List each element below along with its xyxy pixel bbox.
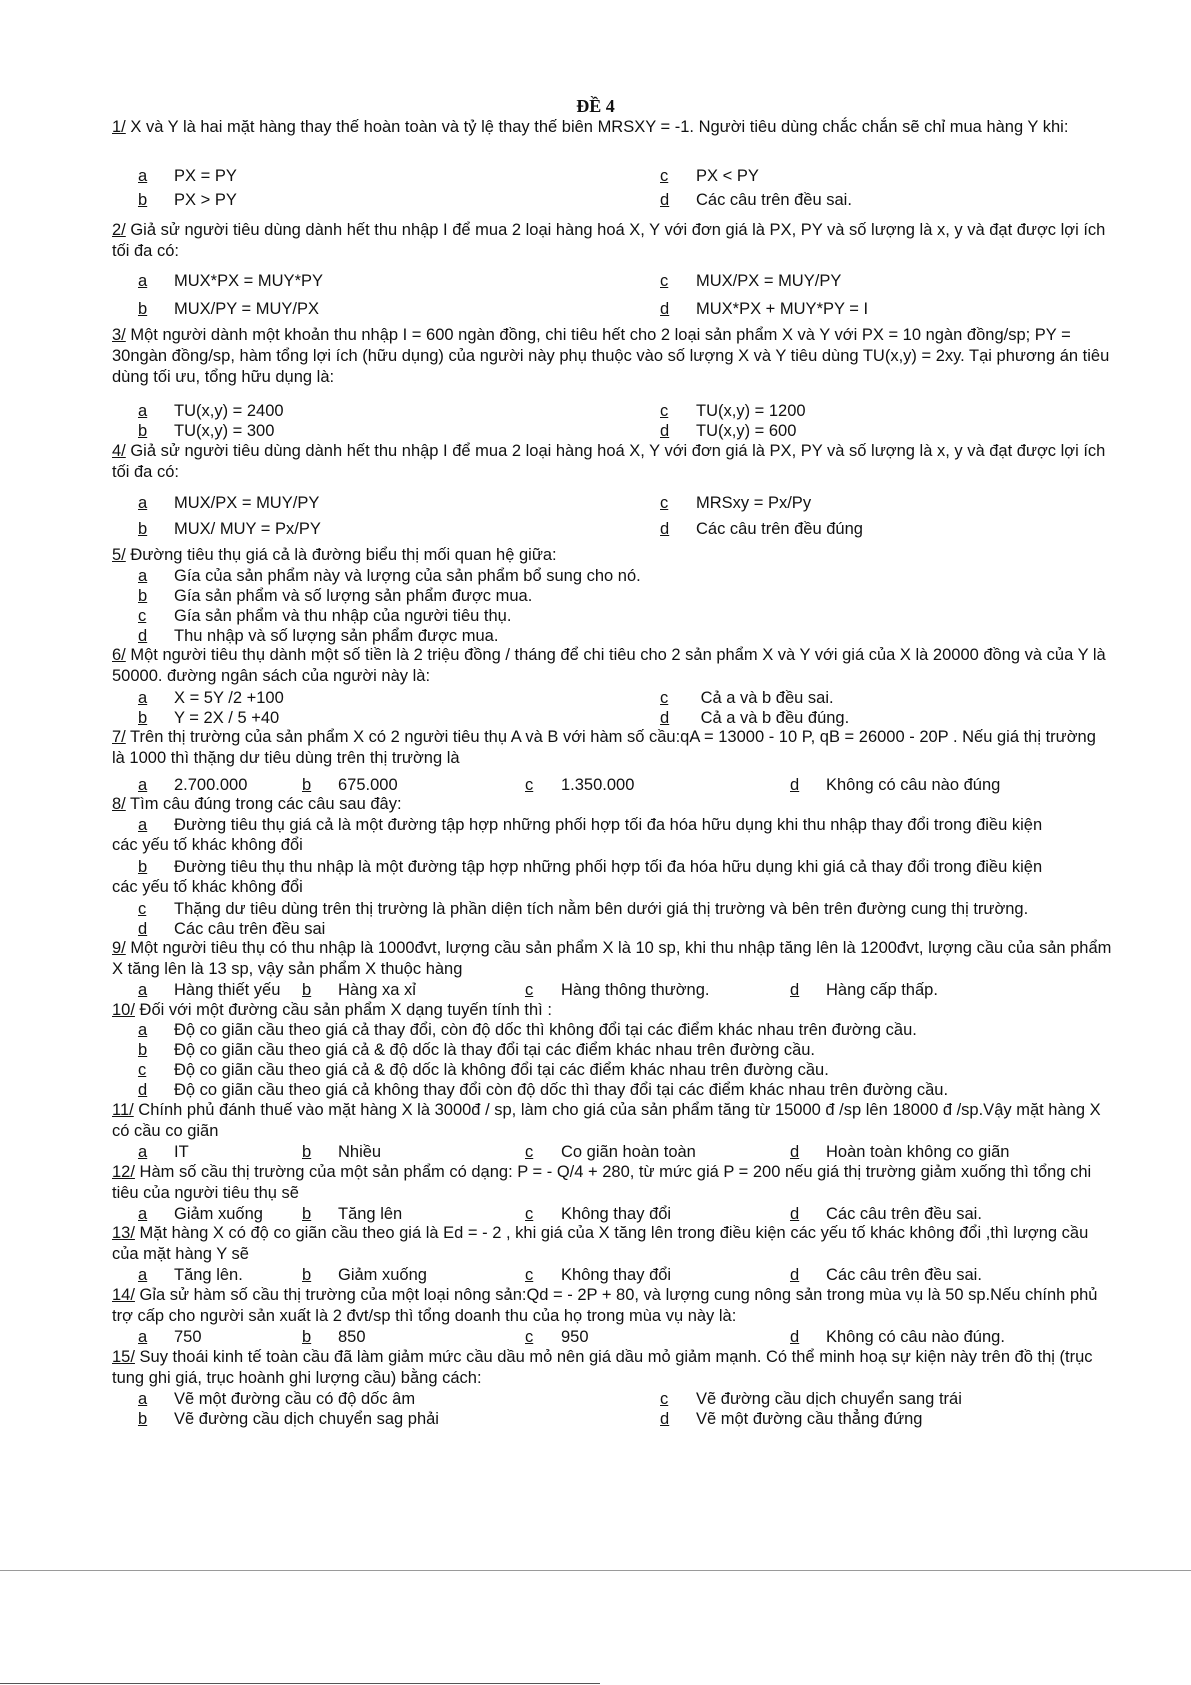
- option-letter: d: [660, 520, 670, 538]
- option-text: MRSxy = Px/Py: [696, 494, 812, 512]
- answer-option-c[interactable]: [138, 607, 511, 626]
- option-letter: d: [790, 776, 800, 794]
- option-letter: a: [138, 402, 148, 420]
- answer-option-c[interactable]: [660, 402, 806, 421]
- question-text: Đường tiêu thụ giá cả là đường biểu thị mối quan hệ giữa:: [125, 546, 557, 564]
- option-letter: b: [302, 981, 312, 999]
- footer-rule: [0, 1683, 600, 1684]
- question-10: [112, 1000, 1112, 1021]
- option-text: Không có câu nào đúng.: [826, 1328, 1005, 1346]
- answer-option-a[interactable]: [138, 776, 247, 795]
- option-letter: c: [525, 1205, 534, 1223]
- answer-option-b[interactable]: [302, 1205, 402, 1224]
- option-letter: d: [790, 1205, 800, 1223]
- answer-option-b[interactable]: [138, 422, 274, 441]
- option-letter: d: [660, 709, 670, 727]
- question-text: Giả sử người tiêu dùng dành hết thu nhập I để mua 2 loại hàng hoá X, Y với đơn giá là PX, PY và số lượng là x, y và đạt được lợi ích tối đa có:: [112, 221, 1106, 260]
- option-text: 1.350.000: [561, 776, 635, 794]
- option-text: Độ co giãn cầu theo giá cả & độ dốc là thay đổi tại các điểm khác nhau trên đường cầu.: [174, 1041, 816, 1059]
- option-text: Vẽ đường cầu dịch chuyển sang trái: [696, 1390, 962, 1408]
- answer-option-c[interactable]: [525, 1328, 589, 1347]
- option-letter: d: [790, 1143, 800, 1161]
- answer-option-b[interactable]: [138, 1410, 439, 1429]
- option-text: Vẽ một đường cầu có độ dốc âm: [174, 1390, 416, 1408]
- answer-option-cont: [112, 836, 303, 855]
- option-text: Vẽ một đường cầu thẳng đứng: [696, 1410, 923, 1428]
- question-text: Chính phủ đánh thuế vào mặt hàng X là 3000đ / sp, làm cho giá của sản phẩm tăng từ 15000 đ /sp lên 18000 đ /sp.Vậy mặt hàng X có cầu co giãn: [112, 1101, 1101, 1140]
- option-letter: b: [138, 858, 148, 876]
- option-letter: a: [138, 272, 148, 290]
- option-text: Gía sản phẩm và thu nhập của người tiêu thụ.: [174, 607, 512, 625]
- option-text: Nhiều: [338, 1143, 382, 1161]
- option-letter: a: [138, 1143, 148, 1161]
- answer-option-b[interactable]: [138, 858, 1042, 877]
- option-text: PX = PY: [174, 167, 237, 185]
- option-text: 750: [174, 1328, 202, 1346]
- answer-option-b[interactable]: [138, 300, 319, 319]
- question-number: 7/: [112, 728, 126, 746]
- option-text: 950: [561, 1328, 589, 1346]
- option-text: Tăng lên.: [174, 1266, 243, 1284]
- question-1: [112, 117, 1112, 138]
- option-letter: a: [138, 494, 148, 512]
- question-number: 4/: [112, 442, 126, 460]
- option-letter: a: [138, 167, 148, 185]
- answer-option-d[interactable]: [660, 520, 863, 539]
- option-letter: a: [138, 1328, 148, 1346]
- answer-option-d[interactable]: [790, 981, 938, 1000]
- question-number: 8/: [112, 795, 126, 813]
- option-letter: d: [138, 1081, 148, 1099]
- question-number: 13/: [112, 1224, 135, 1242]
- option-text: Các câu trên đều sai.: [826, 1205, 982, 1223]
- option-letter: a: [138, 1266, 148, 1284]
- question-11: [112, 1100, 1112, 1142]
- question-14: [112, 1285, 1112, 1327]
- question-9: [112, 938, 1112, 980]
- option-text: Độ co giãn cầu theo giá cả thay đổi, còn độ dốc thì không đổi tại các điểm khác nhau trên đường cầu.: [174, 1021, 917, 1039]
- question-number: 12/: [112, 1163, 135, 1181]
- question-text: X và Y là hai mặt hàng thay thế hoàn toàn và tỷ lệ thay thế biên MRSXY = -1. Người tiêu dùng chắc chắn sẽ chỉ mua hàng Y khi:: [125, 118, 1069, 136]
- option-text: các yếu tố khác không đổi: [112, 836, 303, 854]
- question-4: [112, 441, 1112, 483]
- answer-option-c[interactable]: [660, 1390, 962, 1409]
- answer-option-a[interactable]: [138, 494, 319, 513]
- answer-option-a[interactable]: [138, 1328, 202, 1347]
- answer-option-d[interactable]: [660, 300, 868, 319]
- option-text: MUX/PY = MUY/PX: [174, 300, 320, 318]
- option-letter: c: [525, 1328, 534, 1346]
- option-letter: a: [138, 1021, 148, 1039]
- option-letter: d: [660, 191, 670, 209]
- question-number: 2/: [112, 221, 126, 239]
- answer-option-b[interactable]: [138, 520, 321, 539]
- option-letter: c: [138, 607, 147, 625]
- option-text: MUX/ MUY = Px/PY: [174, 520, 321, 538]
- option-text: Giảm xuống: [338, 1266, 427, 1284]
- answer-option-c[interactable]: [138, 900, 1028, 919]
- option-text: TU(x,y) = 2400: [174, 402, 284, 420]
- answer-option-b[interactable]: [302, 981, 416, 1000]
- question-number: 3/: [112, 326, 126, 344]
- option-text: Cả a và b đều sai.: [696, 689, 834, 707]
- answer-option-c[interactable]: [525, 776, 634, 795]
- option-text: MUX*PX + MUY*PY = I: [696, 300, 869, 318]
- page-divider: [0, 1570, 1191, 1571]
- answer-option-d[interactable]: [660, 1410, 922, 1429]
- option-letter: a: [138, 1390, 148, 1408]
- question-text: Giả sử người tiêu dùng dành hết thu nhập I để mua 2 loại hàng hoá X, Y với đơn giá là PX, PY và số lượng là x, y và đạt được lợi ích tối đa có:: [112, 442, 1106, 481]
- question-text: Đối với một đường cầu sản phẩm X dạng tuyến tính thì :: [134, 1001, 552, 1019]
- question-text: Hàm số cầu thị trường của một sản phẩm có dạng: P = - Q/4 + 280, từ mức giá P = 200 nếu giá thị trường giảm xuống thì tổng chi tiêu của người tiêu thụ sẽ: [112, 1163, 1092, 1202]
- option-text: Độ co giãn cầu theo giá cả không thay đổi còn độ dốc thì thay đổi tại các điểm khác nhau trên đường cầu.: [174, 1081, 949, 1099]
- option-text: Y = 2X / 5 +40: [174, 709, 280, 727]
- answer-option-b[interactable]: [138, 191, 237, 210]
- answer-option-a[interactable]: [138, 567, 641, 586]
- option-text: Hoàn toàn không co giãn: [826, 1143, 1010, 1161]
- option-text: MUX*PX = MUY*PY: [174, 272, 323, 290]
- question-15: [112, 1347, 1112, 1389]
- question-text: Một người dành một khoản thu nhập I = 600 ngàn đồng, chi tiêu hết cho 2 loại sản phẩm X và Y với PX = 10 ngàn đồng/sp; PY = 30ngàn đồng/sp, hàm tổng lợi ích (hữu dụng) của người này phụ thuộc vào số lượng X và Y tiêu dùng TU(x,y) = 2xy. Tại phương án tiêu dùng tối ưu, tổng hữu dụng là:: [112, 326, 1110, 386]
- option-letter: c: [660, 167, 669, 185]
- answer-option-b[interactable]: [302, 776, 398, 795]
- question-number: 6/: [112, 646, 126, 664]
- option-letter: c: [138, 1061, 147, 1079]
- question-text: Trên thị trường của sản phẩm X có 2 người tiêu thụ A và B với hàm số cầu:qA = 13000 - 10 P, qB = 26000 - 20P . Nếu giá thị trường là 1000 thì thặng dư tiêu dùng trên thị trường là: [112, 728, 1096, 767]
- answer-option-a[interactable]: [138, 167, 237, 186]
- option-text: MUX/PX = MUY/PY: [174, 494, 320, 512]
- question-number: 15/: [112, 1348, 135, 1366]
- answer-option-a[interactable]: [138, 1390, 415, 1409]
- question-text: Tìm câu đúng trong các câu sau đây:: [125, 795, 402, 813]
- answer-option-d[interactable]: [138, 920, 325, 939]
- option-text: Cả a và b đều đúng.: [696, 709, 850, 727]
- answer-option-a[interactable]: [138, 1266, 243, 1285]
- option-letter: b: [302, 1328, 312, 1346]
- option-letter: d: [138, 920, 148, 938]
- option-text: Hàng xa xỉ: [338, 981, 416, 999]
- option-text: Giảm xuống: [174, 1205, 263, 1223]
- answer-option-c[interactable]: [660, 167, 759, 186]
- option-text: Tăng lên: [338, 1205, 403, 1223]
- option-text: TU(x,y) = 1200: [696, 402, 806, 420]
- option-text: Không thay đổi: [561, 1266, 672, 1284]
- answer-option-d[interactable]: [660, 709, 849, 728]
- answer-option-b[interactable]: [138, 587, 532, 606]
- option-text: 850: [338, 1328, 366, 1346]
- option-text: Đường tiêu thụ giá cả là một đường tập hợp những phối hợp tối đa hóa hữu dụng khi thu nhập thay đổi trong điều kiện: [174, 816, 1043, 834]
- option-letter: d: [660, 1410, 670, 1428]
- option-text: Vẽ đường cầu dịch chuyển sag phải: [174, 1410, 439, 1428]
- option-text: TU(x,y) = 300: [174, 422, 275, 440]
- answer-option-a[interactable]: [138, 1021, 917, 1040]
- answer-option-d[interactable]: [660, 422, 796, 441]
- option-text: Thu nhập và số lượng sản phẩm được mua.: [174, 627, 499, 645]
- answer-option-b[interactable]: [302, 1266, 427, 1285]
- answer-option-a[interactable]: [138, 816, 1042, 835]
- option-letter: d: [660, 300, 670, 318]
- answer-option-d[interactable]: [138, 627, 498, 646]
- option-letter: b: [138, 709, 148, 727]
- option-letter: b: [302, 1266, 312, 1284]
- answer-option-c[interactable]: [525, 1143, 696, 1162]
- question-text: Một người tiêu thụ có thu nhập là 1000đvt, lượng cầu sản phẩm X là 10 sp, khi thu nhập tăng lên là 1200đvt, lượng cầu của sản phẩm X tăng lên là 13 sp, vậy sản phẩm X thuộc hàng: [112, 939, 1112, 978]
- option-letter: a: [138, 567, 148, 585]
- answer-option-d[interactable]: [138, 1081, 948, 1100]
- question-5: [112, 545, 1112, 566]
- option-letter: c: [525, 1266, 534, 1284]
- option-letter: b: [138, 1410, 148, 1428]
- option-letter: b: [138, 300, 148, 318]
- option-letter: c: [525, 1143, 534, 1161]
- option-text: Gía sản phẩm và số lượng sản phẩm được mua.: [174, 587, 533, 605]
- option-text: 675.000: [338, 776, 398, 794]
- option-text: Thặng dư tiêu dùng trên thị trường là phần diện tích nằm bên dưới giá thị trường và bên trên đường cung thị trường.: [174, 900, 1029, 918]
- option-letter: c: [660, 689, 669, 707]
- option-letter: b: [138, 587, 148, 605]
- option-text: Hàng thiết yếu: [174, 981, 281, 999]
- answer-option-c[interactable]: [525, 981, 709, 1000]
- option-text: Co giãn hoàn toàn: [561, 1143, 696, 1161]
- answer-option-a[interactable]: [138, 272, 323, 291]
- question-7: [112, 727, 1112, 769]
- answer-option-a[interactable]: [138, 1205, 263, 1224]
- answer-option-d[interactable]: [790, 1266, 982, 1285]
- question-text: Gỉa sử hàm số cầu thị trường của một loại nông sản:Qd = - 2P + 80, và lượng cung nông sản trong mùa vụ là 50 sp.Nếu chính phủ trợ cấp cho người sản xuất là 2 đvt/sp thì tổng doanh thu của họ trong mùa vụ này là:: [112, 1286, 1098, 1325]
- option-letter: d: [660, 422, 670, 440]
- option-text: TU(x,y) = 600: [696, 422, 797, 440]
- answer-option-d[interactable]: [660, 191, 852, 210]
- option-text: 2.700.000: [174, 776, 248, 794]
- question-13: [112, 1223, 1112, 1265]
- option-letter: d: [790, 981, 800, 999]
- option-letter: d: [138, 627, 148, 645]
- option-text: X = 5Y /2 +100: [174, 689, 284, 707]
- option-text: Các câu trên đều sai.: [826, 1266, 982, 1284]
- answer-option-c[interactable]: [525, 1205, 671, 1224]
- option-letter: c: [660, 1390, 669, 1408]
- answer-option-a[interactable]: [138, 689, 284, 708]
- question-6: [112, 645, 1112, 687]
- question-3: [112, 325, 1112, 388]
- option-letter: b: [302, 1143, 312, 1161]
- option-letter: a: [138, 1205, 148, 1223]
- option-text: Hàng thông thường.: [561, 981, 710, 999]
- option-text: PX > PY: [174, 191, 237, 209]
- option-text: Không thay đổi: [561, 1205, 672, 1223]
- option-letter: d: [790, 1328, 800, 1346]
- option-letter: c: [138, 900, 147, 918]
- option-text: IT: [174, 1143, 189, 1161]
- answer-option-c[interactable]: [138, 1061, 829, 1080]
- answer-option-d[interactable]: [790, 1143, 1009, 1162]
- option-letter: b: [302, 1205, 312, 1223]
- option-letter: b: [302, 776, 312, 794]
- option-letter: a: [138, 776, 148, 794]
- option-letter: b: [138, 422, 148, 440]
- option-letter: c: [525, 981, 534, 999]
- question-number: 14/: [112, 1286, 135, 1304]
- answer-option-b[interactable]: [302, 1328, 366, 1347]
- option-letter: c: [525, 776, 534, 794]
- question-text: Suy thoái kinh tế toàn cầu đã làm giảm mức cầu dầu mỏ nên giá dầu mỏ giảm mạnh. Có thể minh hoạ sự kiện này trên đồ thị (trục tung ghi giá, trục hoành ghi lượng cầu) bằng cách:: [112, 1348, 1093, 1387]
- option-text: Gía của sản phẩm này và lượng của sản phẩm bổ sung cho nó.: [174, 567, 641, 585]
- question-number: 11/: [112, 1101, 134, 1119]
- option-text: PX < PY: [696, 167, 759, 185]
- option-text: Các câu trên đều đúng: [696, 520, 863, 538]
- answer-option-d[interactable]: [790, 1328, 1005, 1347]
- option-letter: d: [790, 1266, 800, 1284]
- question-number: 10/: [112, 1001, 135, 1019]
- option-text: Đường tiêu thụ thu nhập là một đường tập hợp những phối hợp tối đa hóa hữu dụng khi giá cả thay đổi trong điều kiện: [174, 858, 1043, 876]
- answer-option-c[interactable]: [660, 272, 841, 291]
- option-text: các yếu tố khác không đổi: [112, 878, 303, 896]
- answer-option-c[interactable]: [660, 494, 811, 513]
- option-text: Hàng cấp thấp.: [826, 981, 938, 999]
- answer-option-d[interactable]: [790, 1205, 982, 1224]
- answer-option-b[interactable]: [138, 709, 279, 728]
- answer-option-a[interactable]: [138, 981, 280, 1000]
- option-letter: c: [660, 402, 669, 420]
- option-letter: c: [660, 272, 669, 290]
- option-letter: b: [138, 1041, 148, 1059]
- answer-option-b[interactable]: [138, 1041, 815, 1060]
- question-2: [112, 220, 1112, 262]
- answer-option-d[interactable]: [790, 776, 1000, 795]
- question-text: Một người tiêu thụ dành một số tiền là 2 triệu đồng / tháng để chi tiêu cho 2 sản phẩm X và Y với giá của X là 20000 đồng và của Y là 50000. đường ngân sách của người này là:: [112, 646, 1106, 685]
- option-text: Độ co giãn cầu theo giá cả & độ dốc là không đổi tại các điểm khác nhau trên đường cầu.: [174, 1061, 829, 1079]
- exam-title: ĐỀ 4: [576, 96, 615, 116]
- option-text: Các câu trên đều sai.: [696, 191, 852, 209]
- question-text: Mặt hàng X có độ co giãn cầu theo giá là Ed = - 2 , khi giá của X tăng lên trong điều kiện các yếu tố khác không đổi ,thì lượng cầu của mặt hàng Y sẽ: [112, 1224, 1089, 1263]
- question-number: 5/: [112, 546, 126, 564]
- option-letter: a: [138, 816, 148, 834]
- answer-option-cont: [112, 878, 303, 897]
- answer-option-c[interactable]: [660, 689, 834, 708]
- question-12: [112, 1162, 1112, 1204]
- question-8: [112, 794, 1112, 815]
- option-letter: b: [138, 520, 148, 538]
- answer-option-a[interactable]: [138, 402, 284, 421]
- answer-option-c[interactable]: [525, 1266, 671, 1285]
- option-letter: a: [138, 981, 148, 999]
- option-letter: b: [138, 191, 148, 209]
- question-number: 1/: [112, 118, 126, 136]
- answer-option-a[interactable]: [138, 1143, 189, 1162]
- option-letter: c: [660, 494, 669, 512]
- answer-option-b[interactable]: [302, 1143, 381, 1162]
- option-text: Không có câu nào đúng: [826, 776, 1001, 794]
- option-text: MUX/PX = MUY/PY: [696, 272, 842, 290]
- option-text: Các câu trên đều sai: [174, 920, 326, 938]
- option-letter: a: [138, 689, 148, 707]
- question-number: 9/: [112, 939, 126, 957]
